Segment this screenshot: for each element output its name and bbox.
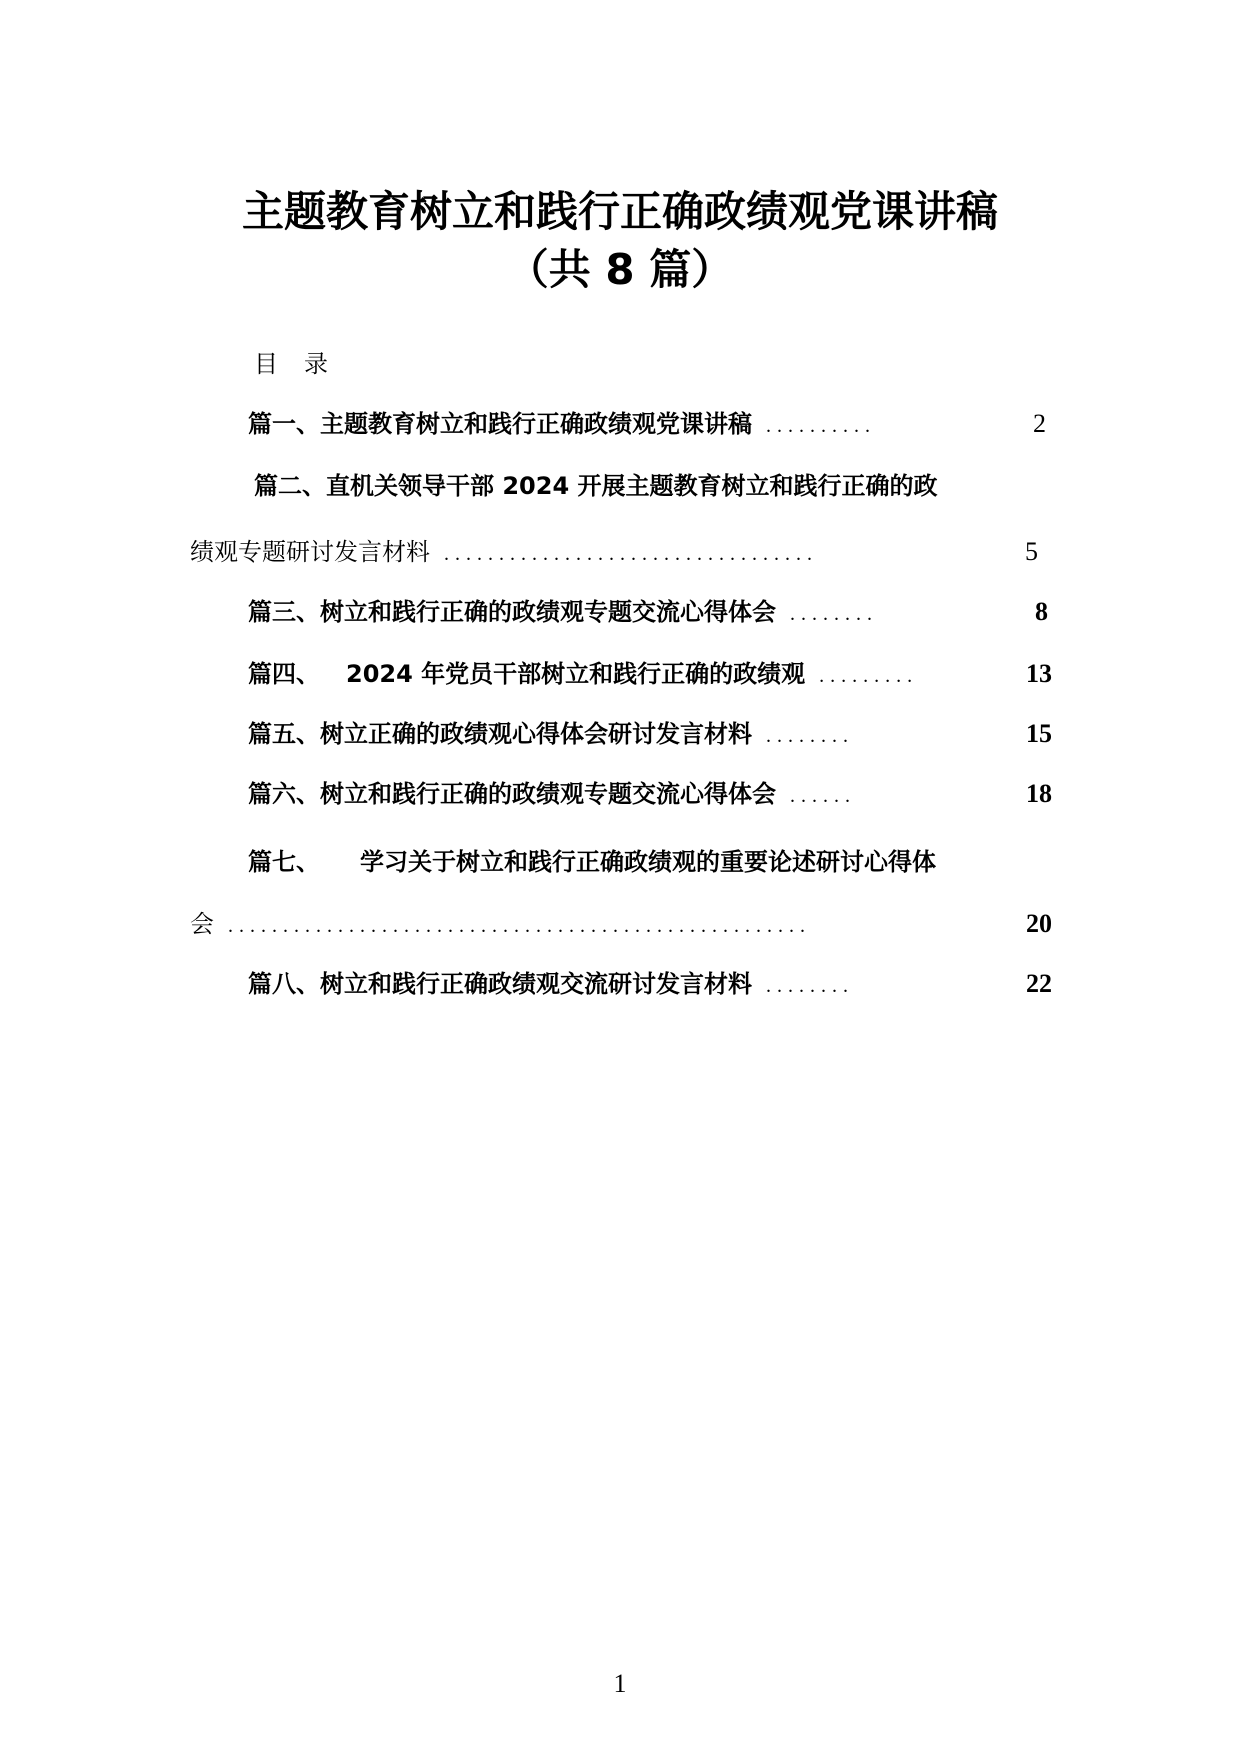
toc-page-number: 5 bbox=[1025, 537, 1038, 566]
toc-leader-dots: ........ bbox=[790, 603, 878, 625]
toc-page-number: 13 bbox=[1026, 659, 1052, 688]
toc-entry-5[interactable] bbox=[248, 716, 1052, 754]
toc-entry-title: 2024 年党员干部树立和践行正确的政绩观 bbox=[346, 660, 806, 688]
toc-page-number: 18 bbox=[1026, 779, 1052, 808]
toc-entry-prefix: 篇七、 bbox=[248, 848, 320, 876]
toc-entry-prefix: 篇四、 bbox=[248, 660, 320, 688]
toc-leader-dots: ......... bbox=[819, 665, 919, 687]
toc-page-number: 15 bbox=[1026, 719, 1052, 748]
toc-entry-title-continued: 会 bbox=[190, 910, 214, 938]
toc-entry-title: 学习关于树立和践行正确政绩观的重要论述研讨心得体 bbox=[360, 848, 936, 876]
toc-entry-3[interactable] bbox=[248, 594, 1048, 632]
toc-leader-dots: ........ bbox=[766, 975, 854, 997]
toc-leader-dots: .................................. bbox=[444, 543, 818, 565]
page-number: 1 bbox=[613, 1669, 627, 1698]
toc-entry-2-line2[interactable] bbox=[190, 534, 1038, 572]
toc-leader-dots: ...... bbox=[790, 785, 856, 807]
toc-entry-2-line1[interactable] bbox=[254, 468, 1054, 504]
toc-entry-6[interactable] bbox=[248, 776, 1052, 814]
toc-entry-title: 篇六、树立和践行正确的政绩观专题交流心得体会 bbox=[248, 780, 776, 808]
toc-leader-dots: ..................................................... bbox=[228, 915, 811, 937]
toc-entry-title: 篇五、树立正确的政绩观心得体会研讨发言材料 bbox=[248, 720, 752, 748]
toc-entry-title-continued: 绩观专题研讨发言材料 bbox=[190, 538, 430, 566]
toc-entry-title: 篇三、树立和践行正确的政绩观专题交流心得体会 bbox=[248, 598, 776, 626]
toc-entry-8[interactable] bbox=[248, 966, 1052, 1004]
toc-leader-dots: ........ bbox=[766, 725, 854, 747]
toc-entry-title: 篇八、树立和践行正确政绩观交流研讨发言材料 bbox=[248, 970, 752, 998]
toc-entry-title: 篇二、直机关领导干部 2024 开展主题教育树立和践行正确的政 bbox=[254, 472, 938, 500]
toc-page-number: 8 bbox=[1035, 597, 1048, 626]
toc-entry-4[interactable] bbox=[248, 656, 1052, 694]
toc-page-number: 2 bbox=[1033, 409, 1046, 438]
toc-entry-1[interactable] bbox=[248, 406, 1046, 444]
document-title-count: （共 8 篇） bbox=[506, 245, 734, 294]
toc-entry-7-line1[interactable] bbox=[248, 844, 1048, 880]
toc-heading: 目录 bbox=[254, 350, 354, 378]
toc-entry-title: 篇一、主题教育树立和践行正确政绩观党课讲稿 bbox=[248, 410, 752, 438]
document-title: 主题教育树立和践行正确政绩观党课讲稿 bbox=[241, 187, 998, 236]
toc-page-number: 20 bbox=[1026, 909, 1052, 938]
toc-entry-7-line2[interactable] bbox=[190, 906, 1052, 944]
toc-leader-dots: .......... bbox=[766, 415, 876, 437]
toc-page-number: 22 bbox=[1026, 969, 1052, 998]
